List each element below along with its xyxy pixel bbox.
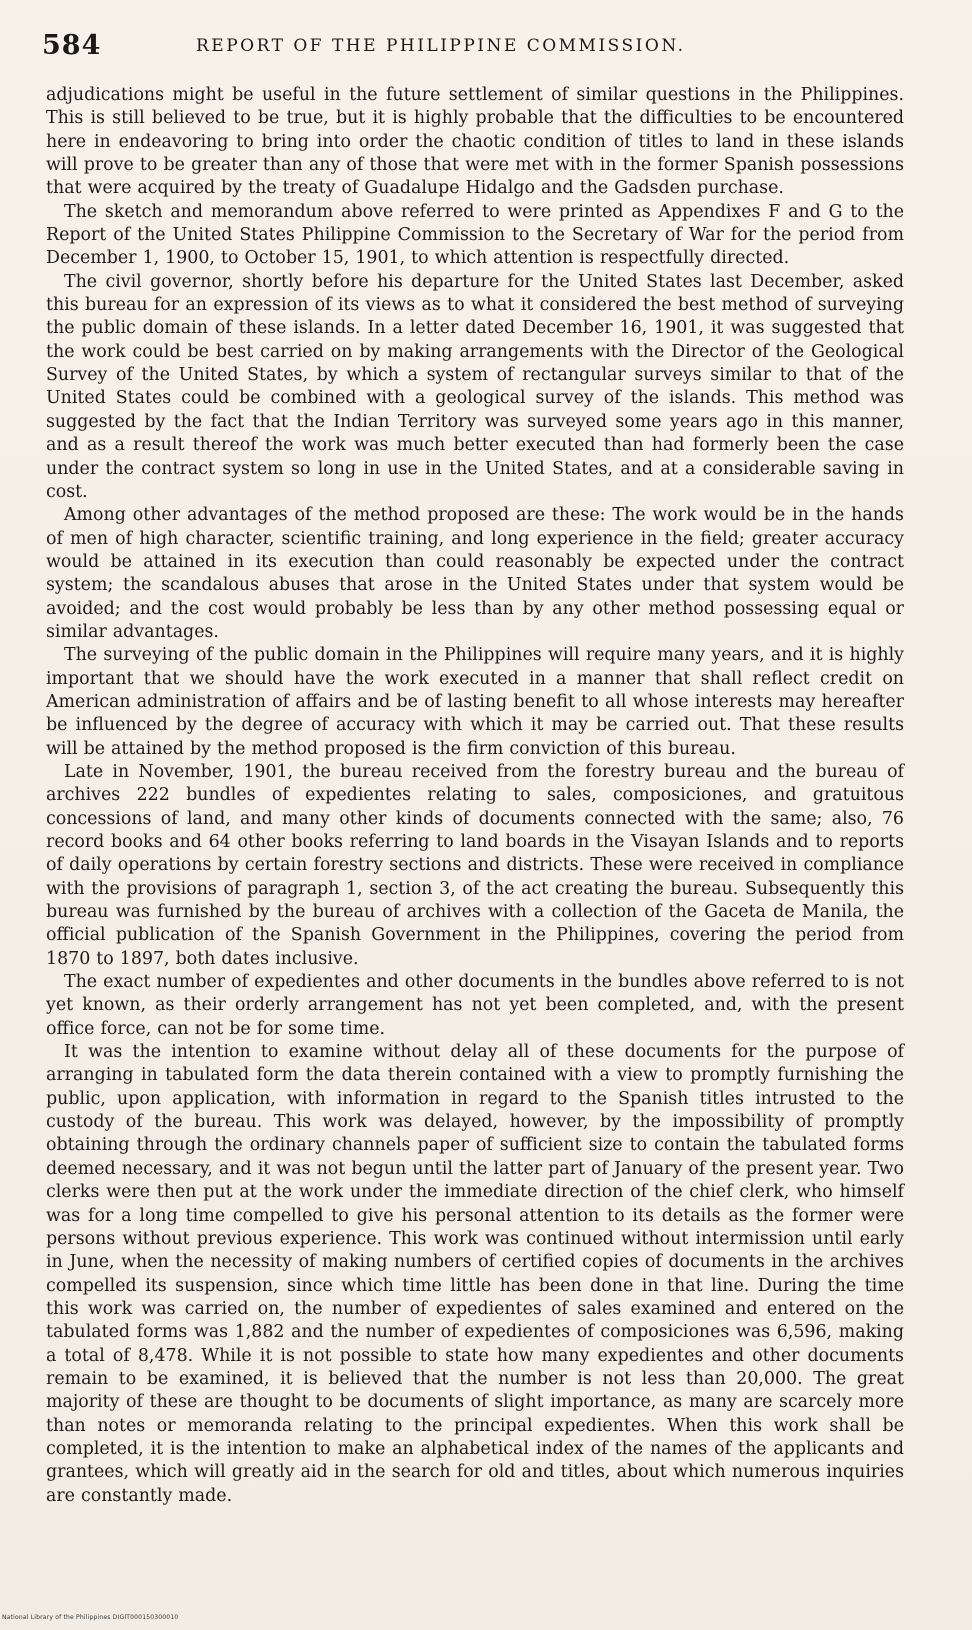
scan-attribution: National Library of the Philippines DIGIT000150300010 bbox=[2, 1614, 179, 1621]
paragraph: adjudications might be useful in the future settlement of similar questions in the Philippines. This is still believed to be true, but it is highly probable that the difficulties to be encountered here in endeavoring to bring into order the chaotic condition of titles to land in these islands will prove to be greater than any of those that were met with in the former Spanish possessions that were acquired by the treaty of Guadalupe Hidalgo and the Gadsden purchase. bbox=[46, 85, 904, 199]
body-text bbox=[46, 84, 904, 1508]
page-header bbox=[42, 30, 922, 66]
paragraph: The sketch and memorandum above referred to were printed as Appendixes F and G to the Report of the United States Philippine Commission to the Secretary of War for the period from December 1, 1900, to October 15, 1901, to which attention is respectfully directed. bbox=[46, 201, 904, 269]
paragraph: The civil governor, shortly before his departure for the United States last December, asked this bureau for an expression of its views as to what it considered the best method of surveying the public domain of these islands. In a letter dated December 16, 1901, it was suggested that the work could be best carried on by making arrangements with the Director of the Geological Survey of the United States, by which a system of rectangular surveys similar to that of the United States could be combined with a geological survey of the islands. This method was suggested by the fact that the Indian Territory was surveyed some years ago in this manner, and as a result thereof the work was much better executed than had formerly been the case under the contract system so long in use in the United States, and at a considerable saving in cost. bbox=[46, 271, 904, 502]
paragraph: The exact number of expedientes and other documents in the bundles above referred to is not yet known, as their orderly arrangement has not yet been completed, and, with the present office force, can not be for some time. bbox=[46, 972, 904, 1039]
paragraph: Among other advantages of the method proposed are these: The work would be in the hands of men of high character, scientific training, and long experience in the field; greater accuracy would be attained in its execution than could reasonably be expected under the contract system; the scandalous abuses that arose in the United States under that system would be avoided; and the cost would probably be less than by any other method possessing equal or similar advantages. bbox=[46, 505, 904, 642]
paragraph: The surveying of the public domain in the Philippines will require many years, and it is highly important that we should have the work executed in a manner that shall reflect credit on American administration of affairs and be of lasting benefit to all whose interests may hereafter be influenced by the degree of accuracy with which it may be carried out. That these results will be attained by the method proposed is the firm conviction of this bureau. bbox=[46, 645, 904, 759]
paragraph: Late in November, 1901, the bureau received from the forestry bureau and the bureau of archives 222 bundles of expedientes relating to sales, composiciones, and gratuitous concessions of land, and many other kinds of documents connected with the same; also, 76 record books and 64 other books referring to land boards in the Visayan Islands and to reports of daily operations by certain forestry sections and districts. These were received in compliance with the provisions of paragraph 1, section 3, of the act creating the bureau. Subsequently this bureau was furnished by the bureau of archives with a collection of the Gaceta de Manila, the official publication of the Spanish Government in the Philippines, covering the period from 1870 to 1897, both dates inclusive. bbox=[46, 761, 904, 969]
paragraph: It was the intention to examine without delay all of these documents for the purpose of arranging in tabulated form the data therein contained with a view to promptly furnishing the public, upon application, with information in regard to the Spanish titles intrusted to the custody of the bureau. This work was delayed, however, by the impossibility of promptly obtaining through the ordinary channels paper of sufficient size to contain the tabulated forms deemed necessary, and it was not begun until the latter part of January of the present year. Two clerks were then put at the work under the immediate direction of the chief clerk, who himself was for a long time compelled to give his personal attention to its details as the former were persons without previous experience. This work was continued without intermission until early in June, when the necessity of making numbers of certified copies of documents in the archives compelled its suspension, since which time little has been done in that line. During the time this work was carried on, the number of expedientes of sales examined and entered on the tabulated forms was 1,882 and the number of expedientes of composiciones was 6,596, making a total of 8,478. While it is not possible to state how many expedientes and other documents remain to be examined, it is believed that the number is not less than 20,000. The great majority of these are thought to be documents of slight importance, as many are scarcely more than notes or memoranda relating to the principal expedientes. When this work shall be completed, it is the intention to make an alphabetical index of the names of the applicants and grantees, which will greatly aid in the search for old and titles, about which numerous inquiries are constantly made. bbox=[46, 1042, 904, 1506]
page-number: 584 bbox=[42, 30, 102, 61]
running-head: REPORT OF THE PHILIPPINE COMMISSION. bbox=[196, 36, 686, 56]
